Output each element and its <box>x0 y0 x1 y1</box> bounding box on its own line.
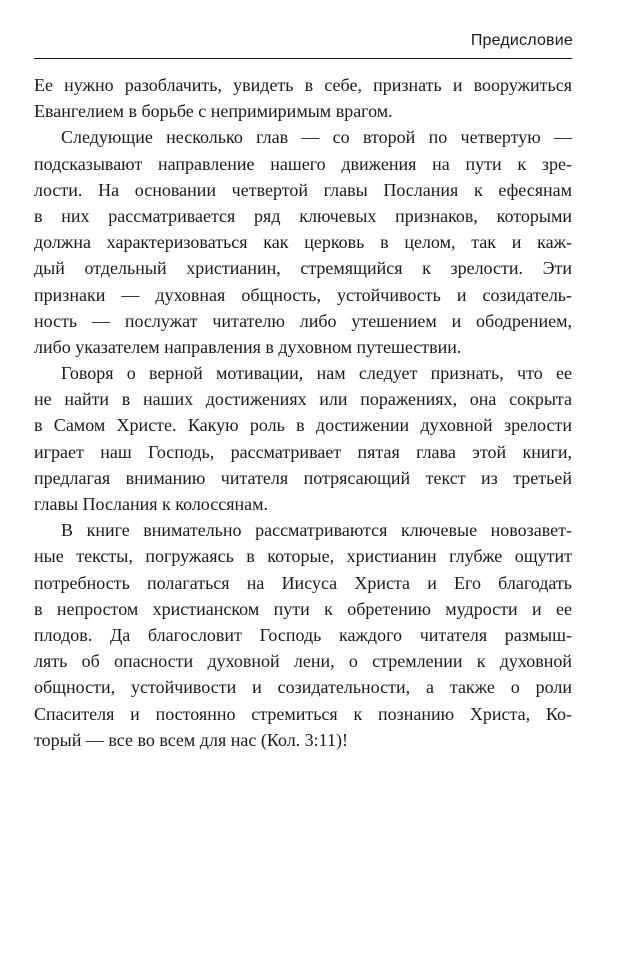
text-line: Евангелием в борьбе с непримиримым врагом. <box>34 101 393 122</box>
text-line: Следующие несколько глав — со второй по четвертую — <box>61 127 572 148</box>
text-line: ные тексты, погружаясь в которые, христианин глубже ощутит <box>34 546 572 567</box>
paragraph-2 <box>34 124 572 360</box>
text-line: лять об опасности духовной лени, о стремлении к духовной <box>34 651 572 672</box>
body-text <box>34 72 572 753</box>
paragraph-1 <box>34 72 572 124</box>
text-line: лости. На основании четвертой главы Послания к ефесянам <box>34 179 572 200</box>
running-header: Предисловие <box>470 32 573 49</box>
text-line: в непростом христианском пути к обретению мудрости и ее <box>34 598 572 619</box>
text-line: В книге внимательно рассматриваются ключевые новозавет- <box>61 520 572 541</box>
text-line: главы Послания к колоссянам. <box>34 494 269 514</box>
text-line: ность — послужат читателю либо утешением и ободрением, <box>34 310 572 331</box>
text-line: потребность полагаться на Иисуса Христа и Его благодать <box>34 572 572 593</box>
paragraph-3 <box>34 360 572 517</box>
text-line: дый отдельный христианин, стремящийся к зрелости. Эти <box>34 258 572 279</box>
text-line: играет наш Господь, рассматривает пятая глава этой книги, <box>34 441 572 462</box>
text-line: плодов. Да благословит Господь каждого читателя размыш- <box>34 624 572 645</box>
text-line: Говоря о верной мотивации, нам следует признать, что ее <box>61 363 572 384</box>
text-line: либо указателем направления в духовном путешествии. <box>34 336 462 357</box>
header-rule <box>34 58 572 59</box>
text-line: не найти в наших достижениях или поражениях, она сокрыта <box>34 389 572 410</box>
paragraph-4 <box>34 517 572 753</box>
text-line: должна характеризоваться как церковь в целом, так и каж- <box>34 232 572 253</box>
text-line: подсказывают направление нашего движения на пути к зре- <box>34 153 572 174</box>
text-line: торый — все во всем для нас (Кол. 3:11)! <box>34 729 349 750</box>
text-line: в них рассматривается ряд ключевых признаков, которыми <box>34 205 572 226</box>
text-line: предлагая вниманию читателя потрясающий текст из третьей <box>34 467 572 488</box>
text-line: в Самом Христе. Какую роль в достижении духовной зрелости <box>34 415 572 436</box>
text-line: общности, устойчивости и созидательности, а также о роли <box>34 677 572 698</box>
text-line: Ее нужно разоблачить, увидеть в себе, признать и вооружиться <box>34 75 572 95</box>
text-line: признаки — духовная общность, устойчивость и созидатель- <box>34 284 572 305</box>
text-line: Спасителя и постоянно стремиться к познанию Христа, Ко- <box>34 703 572 724</box>
